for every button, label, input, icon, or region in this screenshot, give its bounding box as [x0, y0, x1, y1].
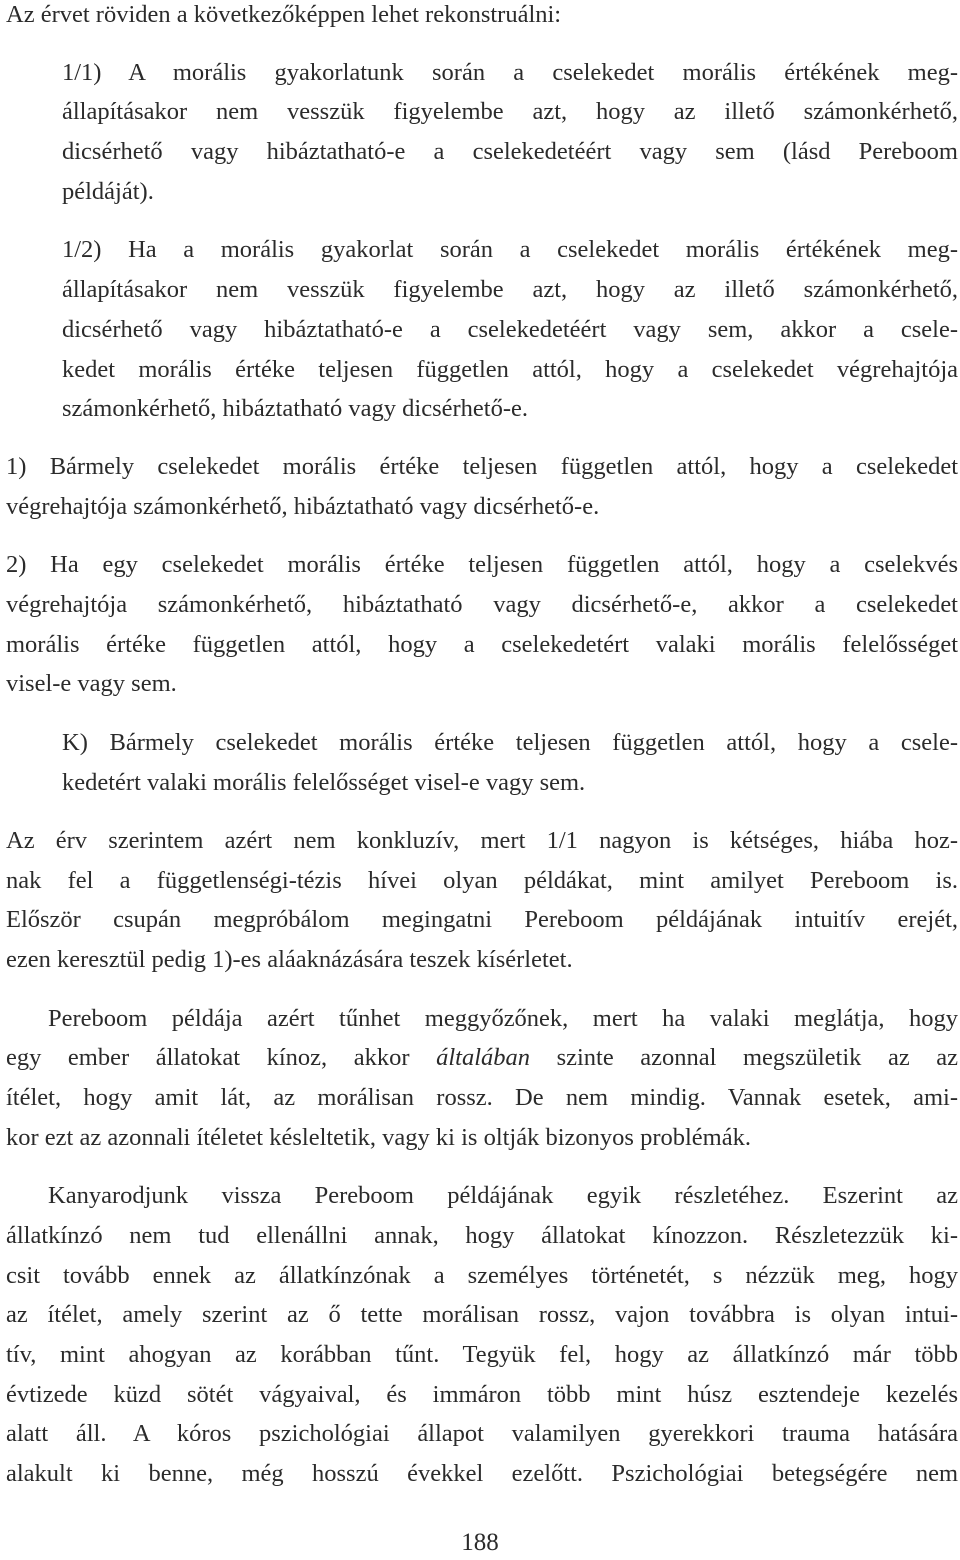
text-line: végrehajtója számonkérhető, hibáztatható vagy dicsérhető-e.: [6, 493, 600, 520]
text-line: kedet morális értéke teljesen független attól, hogy a cselekedet végrehajtója: [62, 356, 958, 383]
text-segment: szinte azonnal megszületik az az: [556, 1044, 959, 1071]
text-line: csit tovább ennek az állatkínzónak a személyes történetét, s nézzük meg, hogy: [6, 1262, 958, 1289]
italic-word: általában: [436, 1044, 530, 1071]
text-line: állapításakor nem vesszük figyelembe azt, hogy az illető számonkérhető,: [62, 98, 958, 125]
text-line: ezen keresztül pedig 1)-es aláaknázására teszek kísérletet.: [6, 946, 573, 973]
text-line: Az érv szerintem azért nem konkluzív, mert 1/1 nagyon is kétséges, hiába hoz-: [6, 827, 958, 854]
text-line: 2) Ha egy cselekedet morális értéke teljesen független attól, hogy a cselekvés: [6, 551, 958, 578]
text-line: Kanyarodjunk vissza Pereboom példájának egyik részletéhez. Eszerint az: [48, 1182, 958, 1209]
text-line: Pereboom példája azért tűnhet meggyőzőnek, mert ha valaki meglátja, hogy: [48, 1005, 958, 1032]
text-line: K) Bármely cselekedet morális értéke teljesen független attól, hogy a csele-: [62, 729, 958, 756]
text-line: dicsérhető vagy hibáztatható-e a cselekedetéért vagy sem (lásd Pereboom: [62, 138, 958, 165]
text-line: visel-e vagy sem.: [6, 670, 177, 697]
text-line: végrehajtója számonkérhető, hibáztatható vagy dicsérhető-e, akkor a cselekedet: [6, 591, 958, 618]
text-line: nak fel a függetlenségi-tézis hívei olyan példákat, mint amilyet Pereboom is.: [6, 867, 958, 894]
text-line: állapításakor nem vesszük figyelembe azt, hogy az illető számonkérhető,: [62, 276, 958, 303]
text-line: kor ezt az azonnali ítéletet késleltetik, vagy ki is oltják bizonyos problémák.: [6, 1124, 751, 1151]
text-line: ítélet, hogy amit lát, az morálisan rossz. De nem mindig. Vannak esetek, ami-: [6, 1084, 958, 1111]
text-line: állatkínzó nem tud ellenállni annak, hogy állatokat kínozzon. Részletezzük ki-: [6, 1222, 958, 1249]
text-line: számonkérhető, hibáztatható vagy dicsérhető-e.: [62, 395, 528, 422]
page-number: 188: [461, 1529, 499, 1556]
text-line: évtizede küzd sötét vágyaival, és immáron több mint húsz esztendeje kezelés: [6, 1381, 958, 1408]
text-line: tív, mint ahogyan az korábban tűnt. Tegyük fel, hogy az állatkínzó már több: [6, 1341, 958, 1368]
text-line: az ítélet, amely szerint az ő tette morálisan rossz, vajon továbbra is olyan intui-: [6, 1301, 958, 1328]
text-line: példáját).: [62, 178, 154, 205]
text-line: alakult ki benne, még hosszú évekkel ezelőtt. Pszichológiai betegségére nem: [6, 1460, 958, 1487]
text-line: Az érvet röviden a következőképpen lehet rekonstruálni:: [6, 1, 562, 28]
text-line: Először csupán megpróbálom megingatni Pereboom példájának intuitív erejét,: [6, 906, 958, 933]
text-line: alatt áll. A kóros pszichológiai állapot valamilyen gyerekkori trauma hatására: [6, 1420, 958, 1447]
text-line: dicsérhető vagy hibáztatható-e a cselekedetéért vagy sem, akkor a csele-: [62, 316, 958, 343]
text-line: 1) Bármely cselekedet morális értéke teljesen független attól, hogy a cselekedet: [6, 453, 958, 480]
text-line: morális értéke független attól, hogy a cselekedetért valaki morális felelősséget: [6, 631, 958, 658]
text-line: 1/2) Ha a morális gyakorlat során a cselekedet morális értékének meg-: [62, 236, 958, 263]
text-line: kedetért valaki morális felelősséget visel-e vagy sem.: [62, 769, 586, 796]
text-line: [6, 1043, 958, 1073]
text-segment: egy ember állatokat kínoz, akkor: [6, 1044, 410, 1071]
text-line: 1/1) A morális gyakorlatunk során a cselekedet morális értékének meg-: [62, 59, 958, 86]
